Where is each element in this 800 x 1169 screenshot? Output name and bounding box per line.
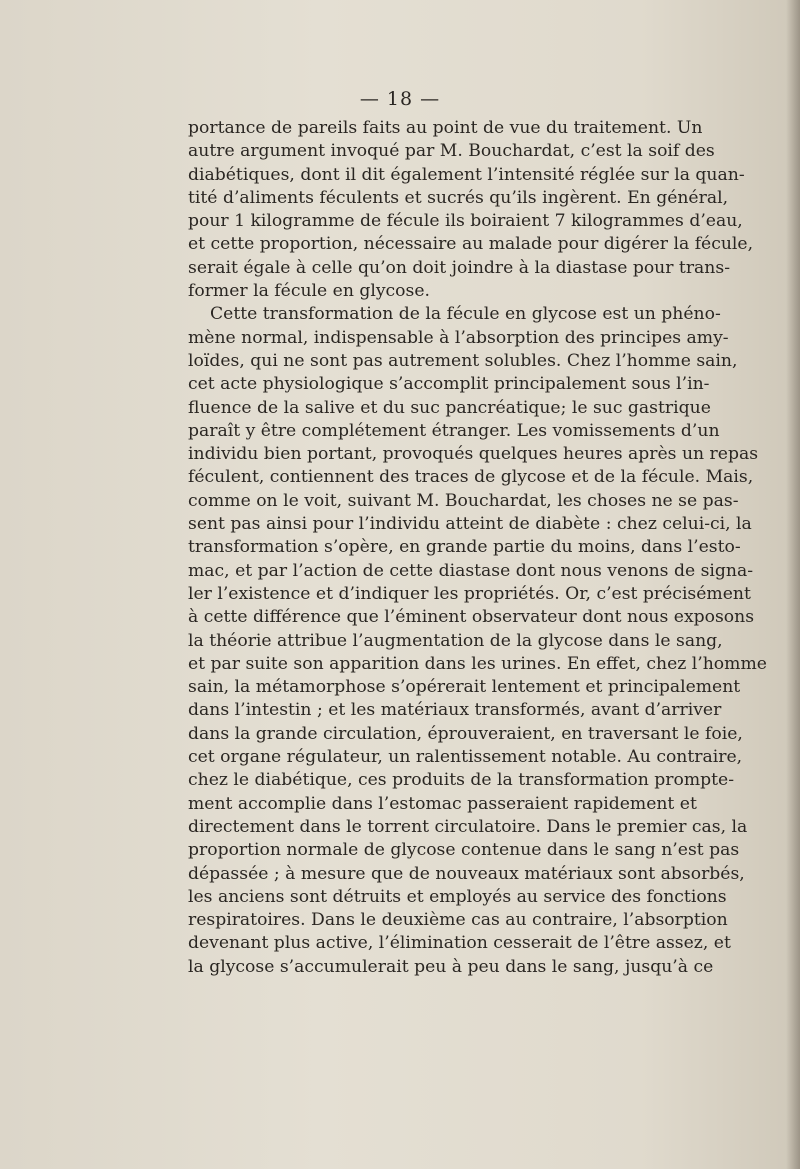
text-line: dans l’intestin ; et les matériaux transformés, avant d’arriver bbox=[188, 700, 722, 721]
text-line: sain, la métamorphose s’opérerait lentement et principalement bbox=[188, 677, 741, 698]
text-line: autre argument invoqué par M. Bouchardat, c’est la soif des bbox=[188, 141, 715, 162]
page-number: — 18 — bbox=[359, 88, 441, 110]
text-line: et cette proportion, nécessaire au malade pour digérer la fécule, bbox=[188, 234, 754, 255]
text-line: mac, et par l’action de cette diastase dont nous venons de signa- bbox=[188, 560, 754, 581]
text-line: féculent, contiennent des traces de glycose et de la fécule. Mais, bbox=[188, 467, 754, 488]
text-line: former la fécule en glycose. bbox=[188, 281, 430, 302]
text-line: devenant plus active, l’élimination cesserait de l’être assez, et bbox=[188, 933, 731, 954]
text-line: individu bien portant, provoqués quelques heures après un repas bbox=[188, 444, 759, 465]
text-line: chez le diabétique, ces produits de la transformation prompte- bbox=[188, 770, 735, 791]
text-line: loïdes, qui ne sont pas autrement solubles. Chez l’homme sain, bbox=[188, 350, 738, 371]
text-line: directement dans le torrent circulatoire. Dans le premier cas, la bbox=[188, 816, 748, 837]
text-line: fluence de la salive et du suc pancréatique; le suc gastrique bbox=[188, 397, 711, 418]
text-line: dépassée ; à mesure que de nouveaux matériaux sont absorbés, bbox=[188, 863, 745, 884]
text-line: sent pas ainsi pour l’individu atteint de diabète : chez celui-ci, la bbox=[188, 514, 752, 535]
text-line: cet organe régulateur, un ralentissement notable. Au contraire, bbox=[188, 747, 743, 768]
text-line: mène normal, indispensable à l’absorption des principes amy- bbox=[188, 327, 729, 348]
body-text bbox=[188, 117, 767, 979]
text-line: serait égale à celle qu’on doit joindre à la diastase pour trans- bbox=[188, 257, 731, 278]
text-line: pour 1 kilogramme de fécule ils boiraient 7 kilogrammes d’eau, bbox=[188, 211, 743, 232]
text-line: dans la grande circulation, éprouveraient, en traversant le foie, bbox=[188, 723, 743, 744]
text-line: cet acte physiologique s’accomplit principalement sous l’in- bbox=[188, 374, 710, 395]
text-line: tité d’aliments féculents et sucrés qu’ils ingèrent. En général, bbox=[188, 187, 729, 208]
text-line: et par suite son apparition dans les urines. En effet, chez l’homme bbox=[188, 653, 767, 674]
text-line: ler l’existence et d’indiquer les propriétés. Or, c’est précisément bbox=[188, 583, 751, 604]
text-line: ment accomplie dans l’estomac passeraient rapidement et bbox=[188, 793, 697, 814]
text-line: proportion normale de glycose contenue dans le sang n’est pas bbox=[188, 840, 740, 861]
text-line: respiratoires. Dans le deuxième cas au contraire, l’absorption bbox=[188, 910, 728, 931]
text-line: Cette transformation de la fécule en glycose est un phéno- bbox=[210, 304, 721, 325]
text-line: transformation s’opère, en grande partie du moins, dans l’esto- bbox=[188, 537, 741, 558]
text-line: à cette différence que l’éminent observateur dont nous exposons bbox=[188, 607, 755, 628]
text-line: la glycose s’accumulerait peu à peu dans le sang, jusqu’à ce bbox=[188, 956, 714, 977]
text-line: la théorie attribue l’augmentation de la glycose dans le sang, bbox=[188, 630, 723, 651]
text-line: les anciens sont détruits et employés au service des fonctions bbox=[188, 886, 727, 907]
text-line: comme on le voit, suivant M. Bouchardat, les choses ne se pas- bbox=[188, 490, 739, 511]
text-line: paraît y être complétement étranger. Les vomissements d’un bbox=[188, 420, 720, 441]
text-line: diabétiques, dont il dit également l’intensité réglée sur la quan- bbox=[188, 164, 745, 185]
text-line: portance de pareils faits au point de vue du traitement. Un bbox=[188, 118, 703, 138]
